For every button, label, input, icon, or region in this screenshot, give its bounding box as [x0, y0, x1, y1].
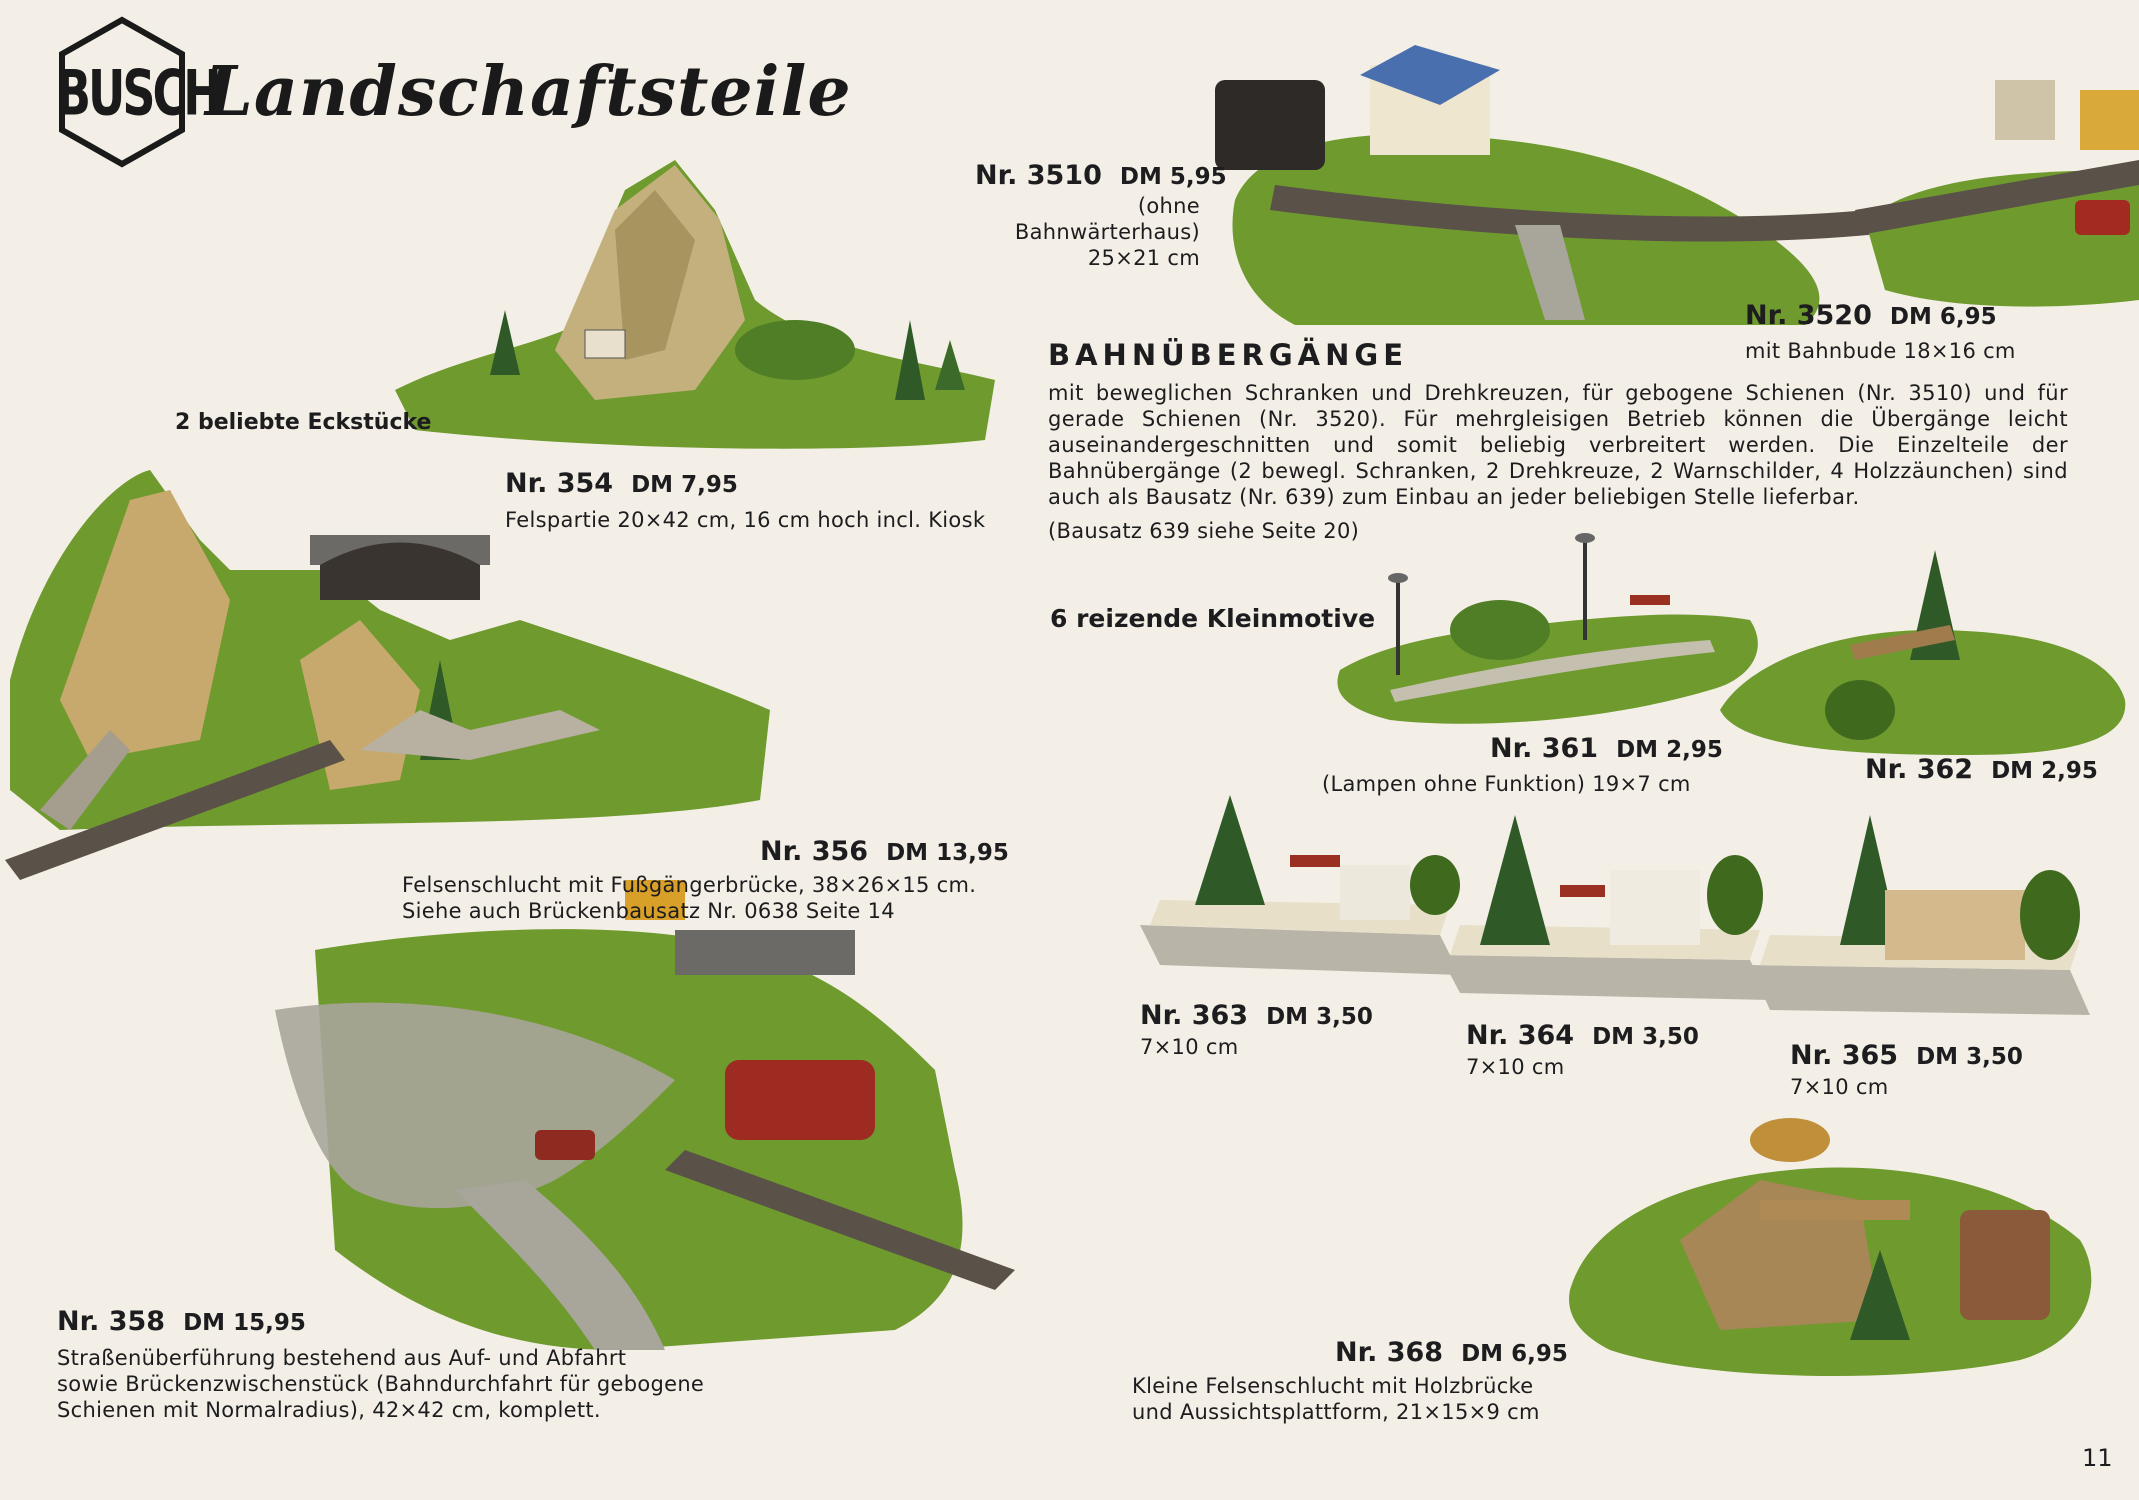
product-number: Nr. 358: [57, 1306, 166, 1337]
product-photo-3520: [1855, 60, 2139, 320]
product-number: Nr. 3510: [975, 160, 1102, 191]
product-photo-363: [1140, 795, 1460, 975]
product-photo-354: [395, 150, 995, 460]
product-photo-365: [1750, 815, 2090, 1015]
product-price: DM 5,95: [1119, 164, 1227, 190]
product-368-desc: Kleine Felsenschlucht mit Holzbrücke und Aussichtsplattform, 21×15×9 cm: [1132, 1374, 1540, 1424]
product-price: DM 3,50: [1592, 1024, 1699, 1050]
product-354-title: [505, 468, 738, 499]
product-3510-title: [975, 160, 1227, 191]
product-358-title: [57, 1306, 306, 1337]
product-365-title: [1790, 1040, 2023, 1071]
product-price: DM 3,50: [1916, 1044, 2023, 1070]
product-number: Nr. 354: [505, 468, 614, 499]
product-364-title: [1466, 1020, 1699, 1051]
product-356-desc: Felsenschlucht mit Fußgängerbrücke, 38×26×15 cm. Siehe auch Brückenbausatz Nr. 0638 Seite 14: [402, 873, 977, 923]
product-363-title: [1140, 1000, 1373, 1031]
section-note-bahnuebergaenge: (Bausatz 639 siehe Seite 20): [1048, 519, 1360, 543]
product-price: DM 7,95: [631, 472, 738, 498]
product-number: Nr. 3520: [1745, 300, 1872, 331]
product-number: Nr. 361: [1490, 733, 1599, 764]
left-caption: 2 beliebte Eckstücke: [175, 410, 432, 435]
section-text-bahnuebergaenge: mit beweglichen Schranken und Drehkreuzen, für gebogene Schienen (Nr. 3510) und für gerade Schienen (Nr. 3520). Für mehrgleisigen Betrieb können die Übergänge leicht auseinandergeschnitten und somit beliebig verbreitert werden. Die Einzelteile der Bahnübergänge (2 bewegl. Schranken, 2 Drehkreuze, 2 Warnschilder, 4 Holzzäunchen) sind auch als Bausatz (Nr. 639) zum Einbau an jeder beliebigen Stelle lieferbar.: [1048, 381, 2068, 509]
kleinmotive-caption: 6 reizende Kleinmotive: [1050, 604, 1376, 633]
product-photo-361: [1330, 530, 1760, 730]
product-3510-desc: (ohne Bahnwärterhaus) 25×21 cm: [1014, 194, 1200, 270]
section-title-bahnuebergaenge: BAHNÜBERGÄNGE: [1048, 338, 1409, 372]
product-number: Nr. 362: [1865, 754, 1974, 785]
product-358-desc: Straßenüberführung bestehend aus Auf- und Abfahrt sowie Brückenzwischenstück (Bahndurchfahrt für gebogene Schienen mit Normalradius), 42×42 cm, komplett.: [57, 1346, 705, 1422]
product-photo-362: [1710, 540, 2130, 760]
product-price: DM 2,95: [1616, 737, 1723, 763]
product-362-title: [1865, 754, 2098, 785]
product-368-title: [1335, 1337, 1568, 1368]
product-price: DM 13,95: [886, 840, 1009, 866]
product-number: Nr. 368: [1335, 1337, 1444, 1368]
product-price: DM 15,95: [183, 1310, 306, 1336]
product-photo-368: [1560, 1120, 2100, 1380]
busch-logo: [56, 16, 219, 168]
product-361-desc: (Lampen ohne Funktion) 19×7 cm: [1322, 772, 1691, 796]
product-3520-title: [1745, 300, 1997, 331]
product-354-desc: Felspartie 20×42 cm, 16 cm hoch incl. Kiosk: [505, 508, 986, 532]
page-number: 11: [2082, 1444, 2113, 1472]
brand-name: BUSCH: [56, 56, 219, 130]
page-heading: Landschaftsteile: [205, 52, 852, 132]
product-364-desc: 7×10 cm: [1466, 1055, 1565, 1079]
product-356-title: [760, 836, 1009, 867]
product-photo-364: [1440, 815, 1770, 1000]
product-price: DM 6,95: [1461, 1341, 1568, 1367]
product-price: DM 6,95: [1889, 304, 1997, 330]
product-photo-3510: [1215, 40, 1915, 330]
product-number: Nr. 364: [1466, 1020, 1575, 1051]
product-photo-358: [255, 950, 1055, 1360]
product-number: Nr. 363: [1140, 1000, 1249, 1031]
product-number: Nr. 365: [1790, 1040, 1899, 1071]
product-number: Nr. 356: [760, 836, 869, 867]
product-price: DM 3,50: [1266, 1004, 1373, 1030]
product-363-desc: 7×10 cm: [1140, 1035, 1239, 1059]
product-361-title: [1490, 733, 1723, 764]
product-3520-desc: mit Bahnbude 18×16 cm: [1745, 339, 2016, 363]
product-365-desc: 7×10 cm: [1790, 1075, 1889, 1099]
product-price: DM 2,95: [1991, 758, 2098, 784]
